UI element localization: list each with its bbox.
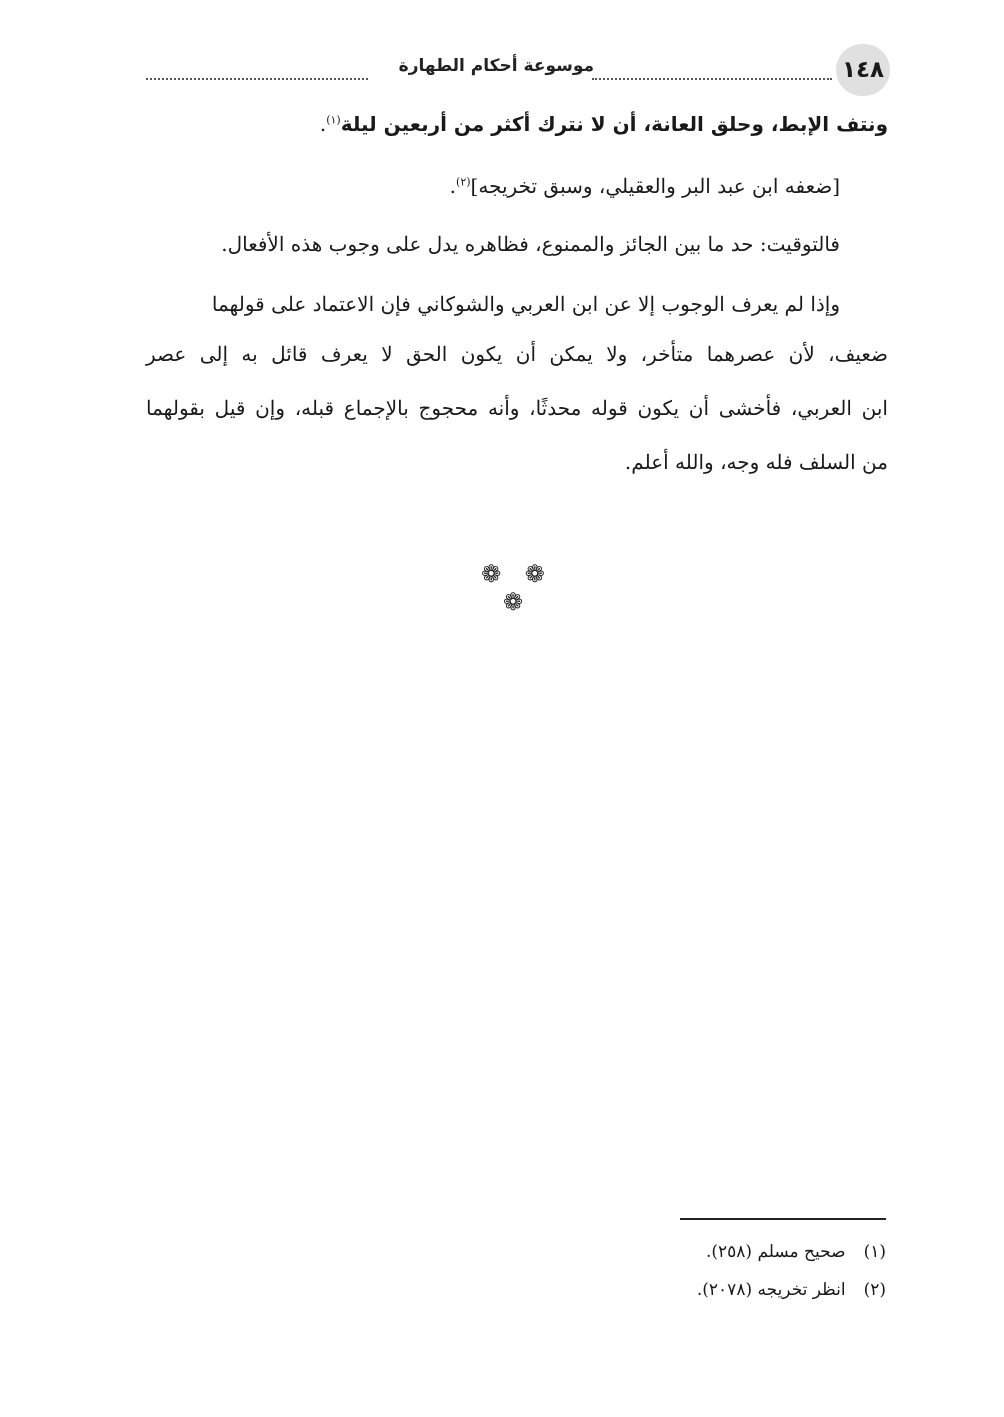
footnote-number: (١): [863, 1242, 886, 1262]
line-2-end: .: [449, 174, 457, 198]
grading-note: [ضعفه ابن عبد البر والعقيلي، وسبق تخريجه]: [470, 174, 840, 198]
header-dotted-rule-left: [146, 78, 368, 80]
paragraph-line-5: ضعيف، لأن عصرهما متأخر، ولا يمكن أن يكون الحق لا يعرف قائل به إلى عصر: [146, 342, 888, 366]
running-header: [146, 44, 890, 96]
footnote-1: [500, 1242, 886, 1262]
footnote-text: انظر تخريجه (٢٠٧٨).: [696, 1280, 846, 1300]
footnote-2: [500, 1280, 886, 1300]
footnote-ref-2: (٢): [456, 175, 471, 189]
paragraph-line-2: [146, 174, 840, 198]
footnote-text: صحيح مسلم (٢٥٨).: [705, 1242, 846, 1262]
hadith-text: ونتف الإبط، وحلق العانة، أن لا نترك أكثر من أربعين ليلة: [340, 112, 888, 136]
footnote-number: (٢): [863, 1280, 886, 1300]
book-title: موسوعة أحكام الطهارة: [398, 56, 594, 76]
footnote-ref-1: (١): [326, 113, 341, 127]
paragraph-line-6: ابن العربي، فأخشى أن يكون قوله محدثًا، وأنه محجوج بالإجماع قبله، وإن قيل بقولهما: [146, 396, 888, 420]
line-1-end: .: [319, 112, 327, 136]
paragraph-line-3: فالتوقيت: حد ما بين الجائز والممنوع، فظاهره يدل على وجوب هذه الأفعال.: [221, 232, 840, 256]
paragraph-line-1: [146, 112, 888, 136]
page-number-badge: ١٤٨: [836, 44, 890, 96]
footnote-separator: [680, 1218, 886, 1220]
paragraph-line-4: وإذا لم يعرف الوجوب إلا عن ابن العربي والشوكاني فإن الاعتماد على قولهما: [211, 292, 840, 316]
section-divider-ornament: ❁ ❁ ❁: [481, 560, 553, 616]
header-dotted-rule-right: [592, 78, 832, 80]
paragraph-line-7: من السلف فله وجه، والله أعلم.: [624, 450, 888, 474]
